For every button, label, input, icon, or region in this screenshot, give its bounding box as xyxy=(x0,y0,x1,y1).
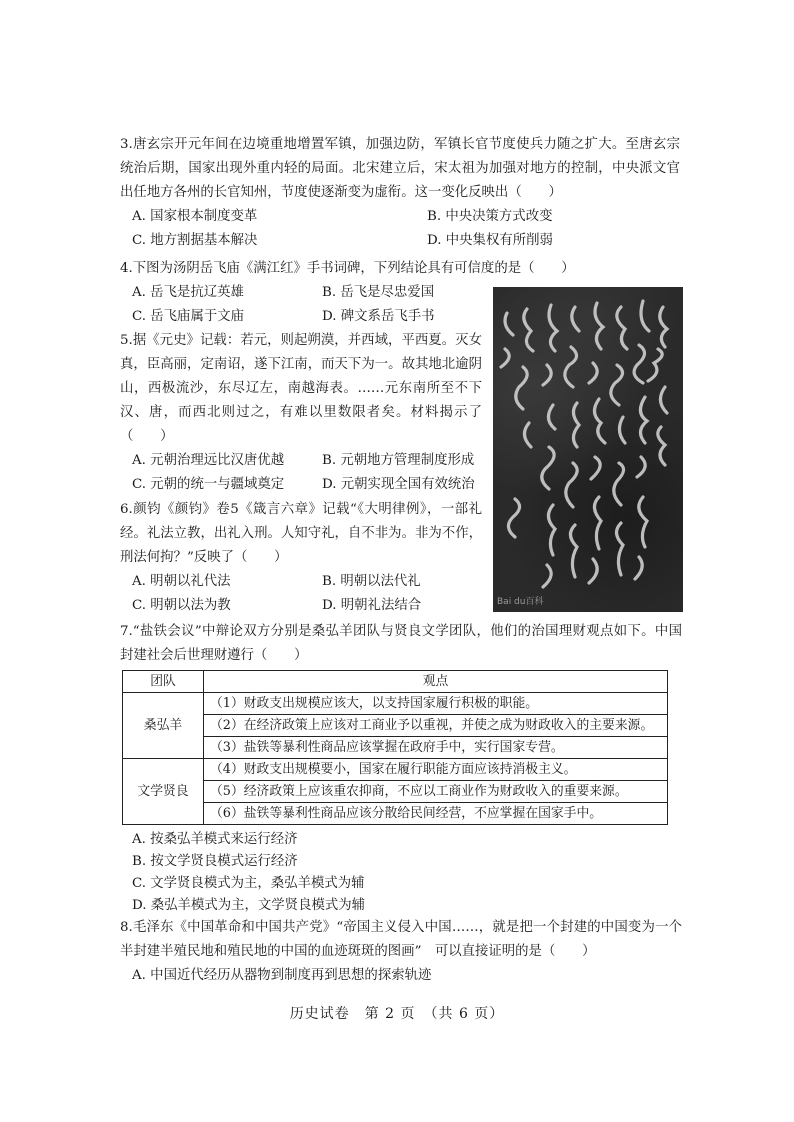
question-5-options xyxy=(132,449,482,497)
option-d[interactable]: D. 元朝实现全国有效统治 xyxy=(322,477,475,492)
question-6 xyxy=(120,498,482,618)
option-d[interactable]: D. 中央集权有所削弱 xyxy=(427,233,553,248)
table-header-team: 团队 xyxy=(123,671,204,693)
view-cell: （5）经济政策上应该重农抑商，不应以工商业作为财政收入的重要来源。 xyxy=(204,781,668,803)
option-c[interactable]: C. 文学贤良模式为主，桑弘羊模式为辅 xyxy=(132,876,365,891)
option-c[interactable]: C. 岳飞庙属于文庙 xyxy=(132,309,245,324)
question-7-stem: 7.“盐铁会议”中辩论双方分别是桑弘羊团队与贤良文学团队，他们的治国理财观点如下。中国封建社会后世理财遵行（ ） xyxy=(120,624,682,663)
option-d[interactable]: D. 明朝礼法结合 xyxy=(322,598,422,613)
option-b[interactable]: B. 岳飞是尽忠爱国 xyxy=(322,285,435,300)
question-8-options xyxy=(132,964,682,988)
option-c[interactable]: C. 元朝的统一与疆域奠定 xyxy=(132,477,285,492)
question-7 xyxy=(120,620,682,917)
question-5-stem: 5.据《元史》记载：若元，则起朔漠，并西域，平西夏。灭女真，臣高丽，定南诏，遂下江南，而天下为一。故其地北逾阴山，西极流沙，东尽辽左，南越海表。……元东南所至不下汉、唐，而西北则过之，有难以里数限者矣。材料揭示了（ ） xyxy=(120,333,482,444)
option-d[interactable]: D. 桑弘羊模式为主，文学贤良模式为辅 xyxy=(132,898,366,913)
team-cell: 桑弘羊 xyxy=(123,693,204,759)
view-cell: （1）财政支出规模应该大，以支持国家履行积极的职能。 xyxy=(204,693,668,715)
option-c[interactable]: C. 明朝以法为教 xyxy=(132,598,231,613)
table-row xyxy=(123,715,668,737)
option-a[interactable]: A. 国家根本制度变革 xyxy=(132,209,258,224)
team-cell: 文学贤良 xyxy=(123,759,204,825)
question-6-options xyxy=(132,570,482,618)
view-cell: （4）财政支出规模要小，国家在履行职能方面应该持消极主义。 xyxy=(204,759,668,781)
question-8-stem: 8.毛泽东《中国革命和中国共产党》“帝国主义侵入中国……，就是把一个封建的中国变为一个半封建半殖民地和殖民地的中国的血迹斑斑的图画” 可以直接证明的是（ ） xyxy=(120,920,682,959)
option-d[interactable]: D. 碑文系岳飞手书 xyxy=(322,309,435,324)
table-header-views: 观点 xyxy=(204,671,668,693)
question-3 xyxy=(120,133,680,253)
option-b[interactable]: B. 中央决策方式改变 xyxy=(427,209,553,224)
image-watermark: Bai du百科 xyxy=(497,596,544,607)
view-cell: （3）盐铁等暴利性商品应该掌握在政府手中，实行国家专营。 xyxy=(204,737,668,759)
question-5 xyxy=(120,329,482,497)
viewpoints-table xyxy=(122,670,668,825)
calligraphy-strokes xyxy=(493,287,683,612)
option-a[interactable]: A. 明朝以礼代法 xyxy=(132,574,231,589)
question-8 xyxy=(120,916,682,988)
option-a[interactable]: A. 中国近代经历从器物到制度再到思想的探索轨迹 xyxy=(132,968,432,983)
table-row xyxy=(123,803,668,825)
page-footer: 历史试卷 第 2 页 （共 6 页） xyxy=(289,1006,505,1022)
question-6-stem: 6.颜钧《颜钧》卷5《箴言六章》记载“《大明律例》，一部礼经。礼法立教，出礼入刑。人知守礼，自不非为。非为不作，刑法何拘？”反映了（ ） xyxy=(120,502,482,565)
view-cell: （2）在经济政策上应该对工商业予以重视，并使之成为财政收入的主要来源。 xyxy=(204,715,668,737)
option-b[interactable]: B. 明朝以法代礼 xyxy=(322,574,421,589)
table-row xyxy=(123,781,668,803)
table-row xyxy=(123,693,668,715)
option-b[interactable]: B. 按文学贤良模式运行经济 xyxy=(132,854,298,869)
question-7-options xyxy=(132,829,682,917)
table-row xyxy=(123,737,668,759)
option-a[interactable]: A. 岳飞是抗辽英雄 xyxy=(132,285,244,300)
question-3-stem: 3.唐玄宗开元年间在边境重地增置军镇，加强边防，军镇长官节度使兵力随之扩大。至唐玄宗统治后期，国家出现外重内轻的局面。北宋建立后，宋太祖为加强对地方的控制，中央派文官出任地方各州的长官知州，节度使逐渐变为虚衔。这一变化反映出（ ） xyxy=(120,137,680,200)
option-b[interactable]: B. 元朝地方管理制度形成 xyxy=(322,453,475,468)
question-4-stem: 4.下图为汤阴岳飞庙《满江红》手书词碑，下列结论具有可信度的是（ ） xyxy=(120,261,575,276)
view-cell: （6）盐铁等暴利性商品应该分散给民间经营，不应掌握在国家手中。 xyxy=(204,803,668,825)
table-header-row xyxy=(123,671,668,693)
question-3-options xyxy=(132,205,680,253)
calligraphy-rubbing-image xyxy=(493,287,683,612)
option-a[interactable]: A. 元朝治理远比汉唐优越 xyxy=(132,453,285,468)
table-row xyxy=(123,759,668,781)
option-a[interactable]: A. 按桑弘羊模式来运行经济 xyxy=(132,832,298,847)
option-c[interactable]: C. 地方割据基本解决 xyxy=(132,233,258,248)
